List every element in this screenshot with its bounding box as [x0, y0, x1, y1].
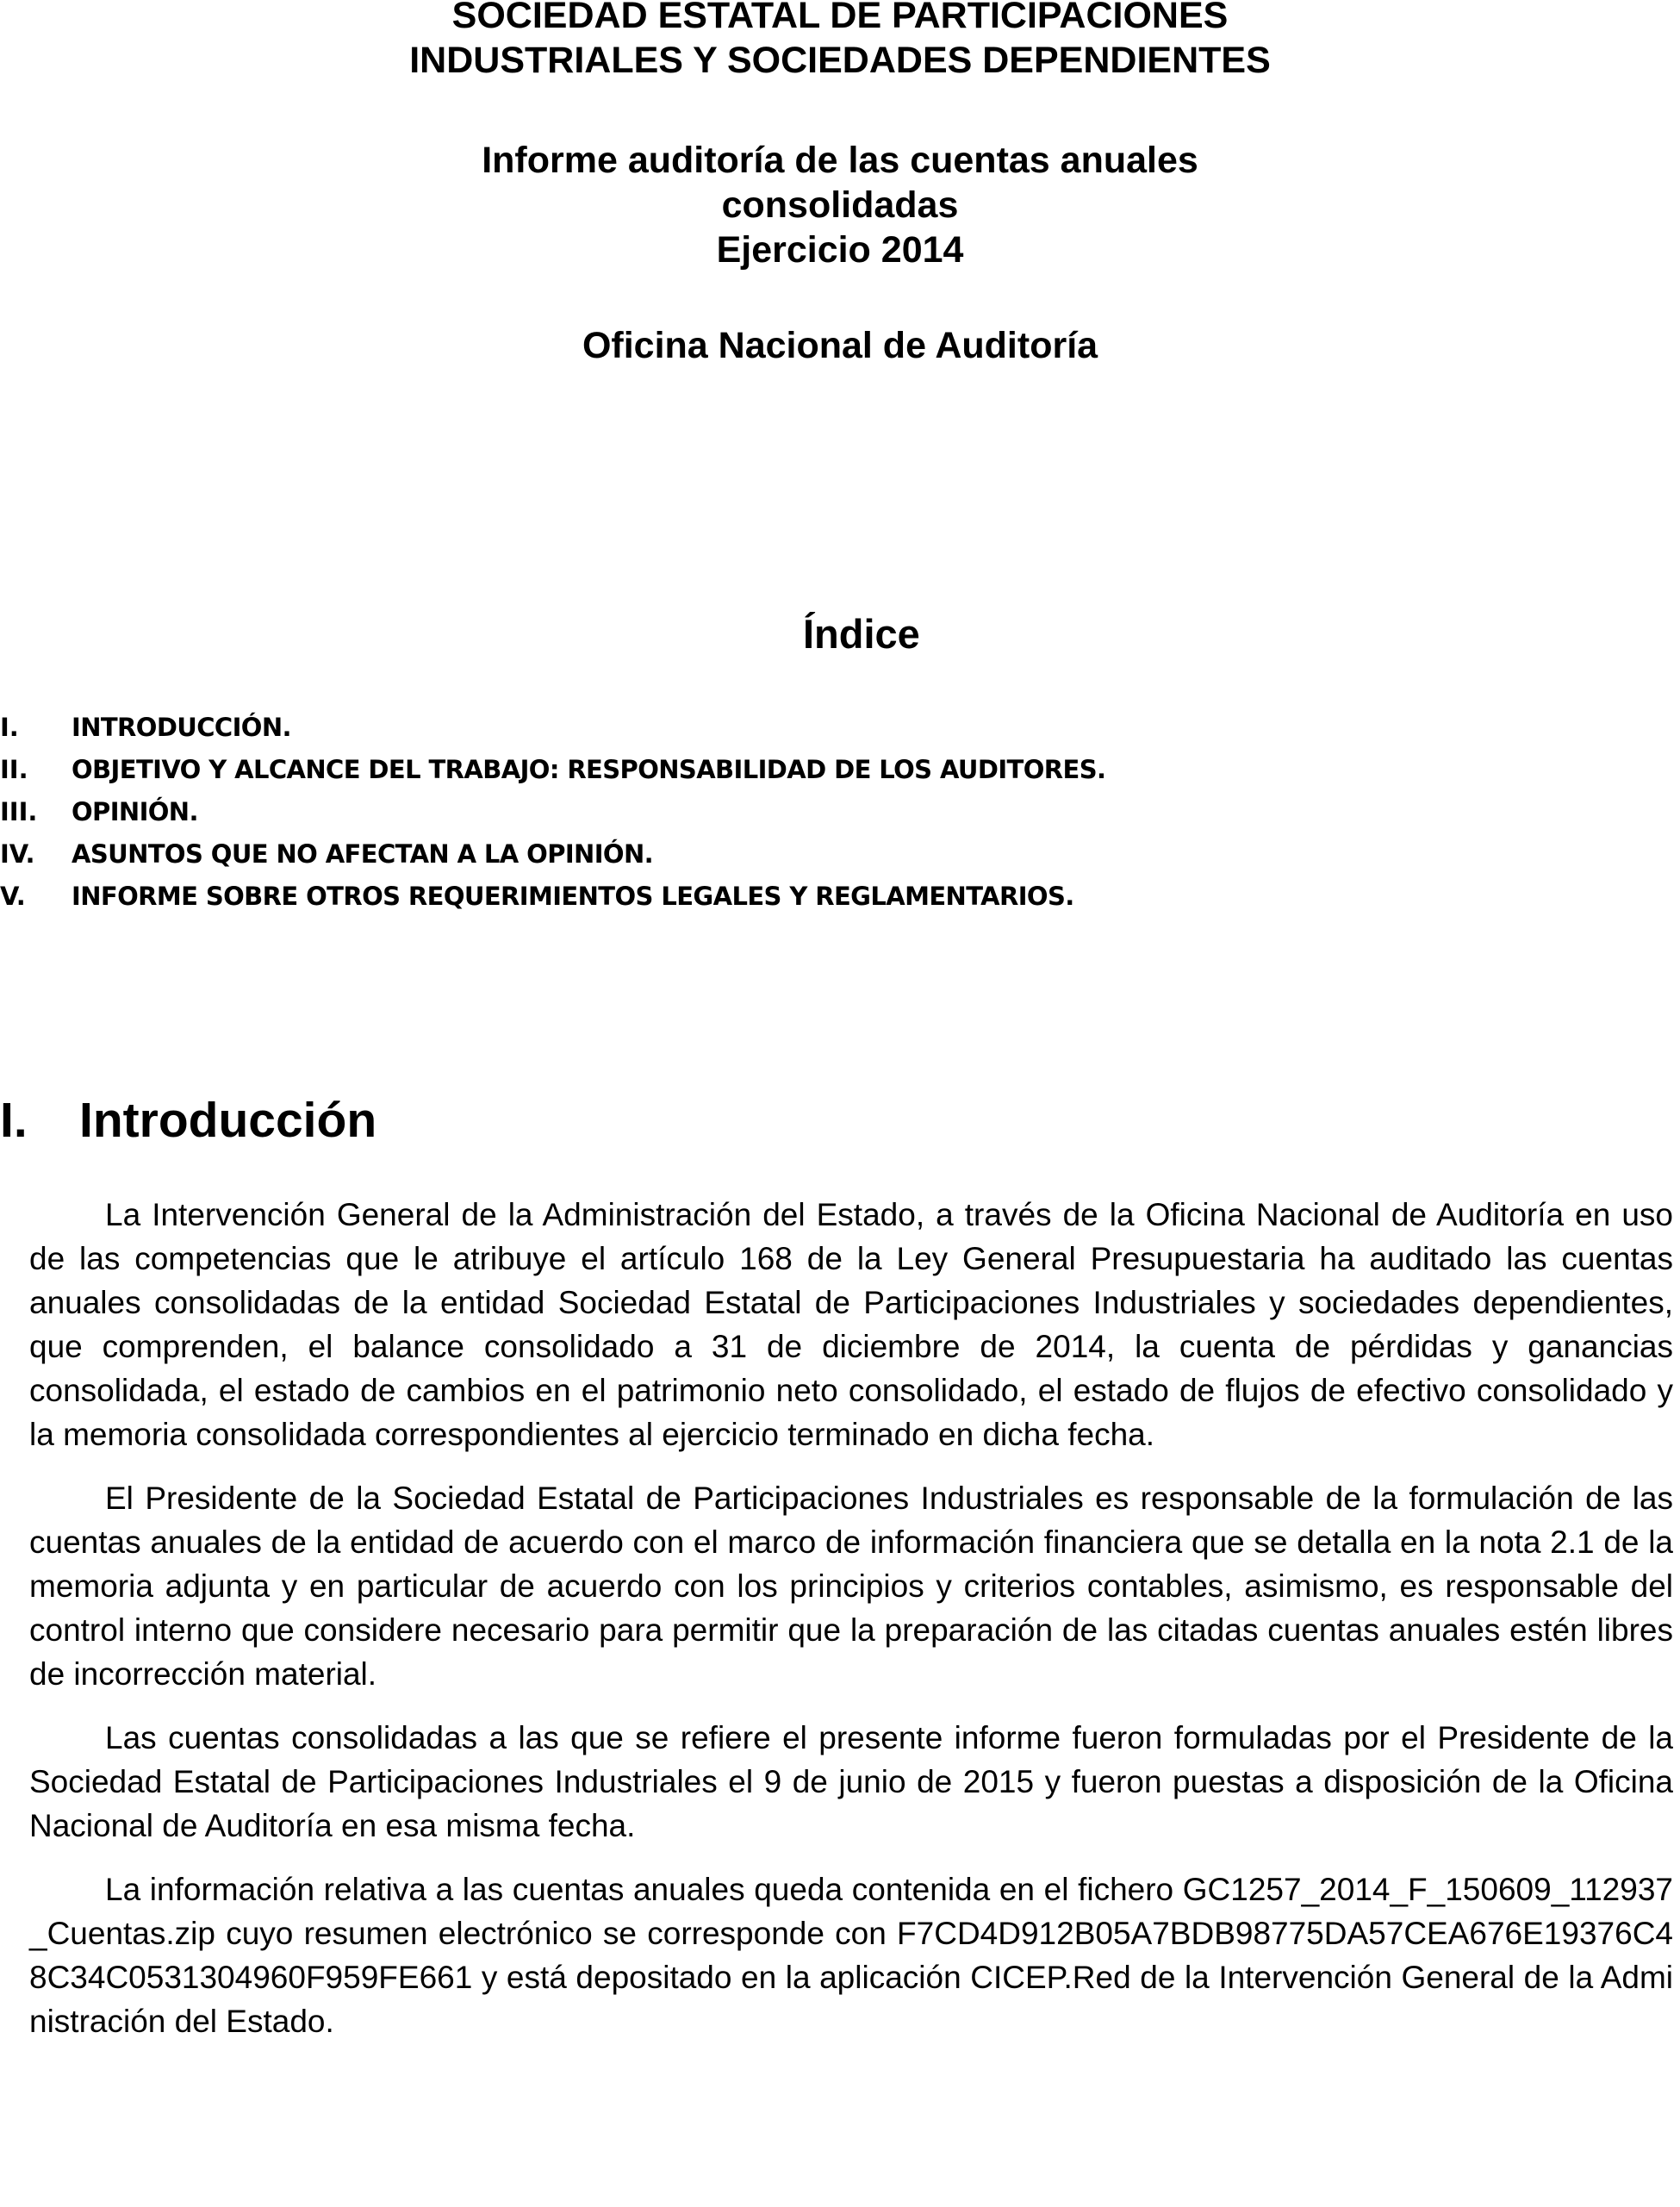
entity-title-line-1: SOCIEDAD ESTATAL DE PARTICIPACIONES	[451, 0, 1229, 36]
toc-item-label: OBJETIVO Y ALCANCE DEL TRABAJO: RESPONSABILIDAD DE LOS AUDITORES.	[72, 755, 1106, 784]
body-paragraph: Las cuentas consolidadas a las que se refiere el presente informe fueron formuladas por el Presidente de la Sociedad Estatal de Participaciones Industriales el 9 de junio de 2015 y fueron puestas a disposición de la Oficina Nacional de Auditoría en esa misma fecha.	[29, 1720, 1673, 1843]
section-number: I.	[0, 1093, 28, 1148]
index-heading: Índice	[803, 611, 920, 657]
toc-item-label: INTRODUCCIÓN.	[72, 713, 291, 742]
office-name-text: Oficina Nacional de Auditoría	[582, 325, 1098, 366]
section-heading-introduccion	[0, 1091, 376, 1150]
office-name	[0, 323, 1680, 368]
body-paragraph: El Presidente de la Sociedad Estatal de Participaciones Industriales es responsable de la formulación de las cuentas anuales de la entidad de acuerdo con el marco de información financiera que se detalla en la nota 2.1 de la memoria adjunta y en particular de acuerdo con los principios y criterios contables, asimismo, es responsable del control interno que considere necesario para permitir que la preparación de las citadas cuentas anuales estén libres de incorrección material.	[29, 1481, 1673, 1692]
body-paragraph: La información relativa a las cuentas anuales queda contenida en el fichero GC1257_2014_F_150609_112937_Cuentas.zip cuyo resumen electrónico se corresponde con F7CD4D912B05A7BDB98775DA57CEA676E19376C48C34C0531304960F959FE661 y está depositado en la aplicación CICEP.Red de la Intervención General de la Administración del Estado.	[29, 1872, 1673, 2039]
report-title-line-2: consolidadas	[721, 184, 959, 226]
toc-item-number: II.	[0, 755, 28, 784]
toc-item-number: I.	[0, 713, 19, 742]
toc-item-number: V.	[0, 882, 26, 911]
report-title-line-3: Ejercicio 2014	[716, 229, 964, 271]
entity-title-line-2: INDUSTRIALES Y SOCIEDADES DEPENDIENTES	[409, 40, 1271, 81]
toc-item-number: IV.	[0, 839, 35, 869]
toc-item-label: OPINIÓN.	[72, 797, 198, 826]
section-body	[29, 1193, 1673, 2063]
report-title	[0, 138, 1680, 272]
report-title-line-1: Informe auditoría de las cuentas anuales	[482, 140, 1198, 181]
toc-item-number: III.	[0, 797, 38, 826]
body-paragraph: La Intervención General de la Administración del Estado, a través de la Oficina Nacional de Auditoría en uso de las competencias que le atribuye el artículo 168 de la Ley General Presupuestaria ha auditado las cuentas anuales consolidadas de la entidad Sociedad Estatal de Participaciones Industriales y sociedades dependientes, que comprenden, el balance consolidado a 31 de diciembre de 2014, la cuenta de pérdidas y ganancias consolidada, el estado de cambios en el patrimonio neto consolidado, el estado de flujos de efectivo consolidado y la memoria consolidada correspondientes al ejercicio terminado en dicha fecha.	[29, 1197, 1673, 1452]
toc-item-label: ASUNTOS QUE NO AFECTAN A LA OPINIÓN.	[72, 839, 654, 869]
entity-title	[0, 0, 1680, 83]
toc-item-label: INFORME SOBRE OTROS REQUERIMIENTOS LEGALES Y REGLAMENTARIOS.	[72, 882, 1074, 911]
section-title: Introducción	[79, 1093, 377, 1148]
